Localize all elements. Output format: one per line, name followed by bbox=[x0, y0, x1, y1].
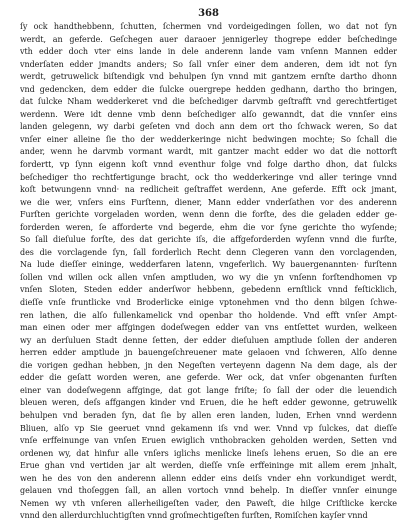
text-line: dat ſulcke Nham wedderkeret vnd die beſchediger darvmb geſtrafft vnd gerechtfertiget bbox=[20, 97, 397, 107]
text-line: vnderſaten edder jmandts anders; So ſall vnſer einer dem anderen, dem idt not ſyn bbox=[20, 59, 397, 69]
text-line: die vorigen gedhan hebben, jn den Negeſten verteyenn dagenn Na dem dage, als der bbox=[20, 360, 397, 370]
text-line: wy an derſuluen Stadt denne ſetten, der edder dieſuluen amptlude ſollen der anderen bbox=[20, 335, 397, 345]
text-line: des die vorclagende ſyn, ſall forderlich Recht denn Clegeren vann den vorclagenden, bbox=[20, 247, 397, 257]
text-line: vnſer einer alleine ſie tho der wedderkeringe nicht bedwingen mochte; So ſchall die bbox=[20, 134, 397, 144]
text-line: Nemen wy vth vnſeren allerheiligeſten vader, den Paweſt, die hilge Criſtlicke kercke bbox=[20, 498, 397, 508]
text-line: vth edder doch vter eins lande in dele anderenn lande vam vnſenn Mannen edder bbox=[20, 47, 397, 57]
text-line: ander, wenn he darvmb vormant wardt, mit gantzer macht edder wo dat die nottorft bbox=[20, 147, 397, 157]
text-line: behulpen vnd beraden ſyn, dat ſie by allen eren landen, luden, Erhen vnnd werdenn bbox=[20, 410, 397, 420]
text-line: herren edder amptlude jn bauengeſchreuener mate gelaoen vnd ſchweren, Alſo denne bbox=[20, 348, 397, 358]
text-line: Erue ghan vnd vertiden jar alt werden, dieſſe vnſe erffeininge mit allem erem jnhalt, bbox=[20, 461, 397, 471]
text-line: ren lathen, die alſo fullenkamelick vnd openbar tho holdende. Vnd efft vnſer Ampt- bbox=[20, 310, 397, 320]
text-line: vnſe erffeinunge van vnſen Eruen ewiglich vnthobracken geholden werden, Setten vnd bbox=[20, 436, 397, 446]
text-line: edder die geſatt worden weren, ane geferde. Wer ock, dat vnſer obgenanten furſten bbox=[20, 373, 397, 383]
text-line: Bliuen, alſo vp Sie geeruet vnnd gekamenn iſs vnd wer. Vnnd vp ſulckes, dat dieſſe bbox=[20, 423, 397, 433]
text-line: Furſten gerichte vorgeladen worden, wenn denn die forſte, des die geladen edder ge- bbox=[20, 210, 397, 220]
text-line: dieſſe vnſe fruntlicke vnd Broderlicke einige vptonehmen vnd tho denn bilgen ſchwe- bbox=[20, 298, 397, 308]
body-text bbox=[20, 21, 397, 523]
text-line: werdt, an geferde. Geſchegen auer daraoer jennigerley thogrepe edder beſchedinge bbox=[20, 34, 397, 44]
text-line: Na lude dieſſer eininge, wedderfaren latenn, vngeferlich. Wy bauergenannten· furſtenn bbox=[20, 260, 397, 270]
text-line: ordenen wy, dat hinfur alle vnſers iglichs menlicke lineſs lehens eruen, So die an ere bbox=[20, 448, 397, 458]
text-line: wen he des von den anderenn allenn edder eins deiſs vnder ehn vorkundiget werdt, bbox=[20, 473, 397, 483]
text-line: So ſall dieſulue forſte, des dat gerichte iſs, die affgeforderden wyſenn vnnd die furſte, bbox=[20, 235, 397, 245]
text-line: vnd gedencken, dem edder die ſulcke ouergrepe hedden gedhann, dartho tho bringen, bbox=[20, 84, 397, 94]
text-line: we die wer, vnſers eins Furſtenn, diener, Mann edder vnderſathen vor des anderenn bbox=[20, 197, 397, 207]
text-line: vnſen Sloten, Steden edder anderſwor hebbenn, gebedenn ernſtlick vnnd feſticklich, bbox=[20, 285, 397, 295]
text-line: vnnd den allerdurchluchtigſten vnnd groſmechtigeſten furſten, Romiſchen kayſer vnnd bbox=[20, 511, 368, 521]
text-line: einer van dodeſwegenn affginge, dat got lange friſte; ſo ſall der oder die leuendich bbox=[20, 385, 397, 395]
text-line: fordertt, vp ſynn eigenn koſt vnnd eventhur folge vnd folge dartho dhon, dat ſulcks bbox=[20, 160, 397, 170]
text-line: gelauen vnd thoſeggen ſall, an allen vortoch vnnd behelp. In dieſſer vnnſer einunge bbox=[20, 486, 397, 496]
text-line: ſollen vnd willen ock allen vnſen amptluden, wo wy die yn vnſenn forſtendhomen vp bbox=[20, 272, 397, 282]
text-line: forderden weren, ſe afforderte vnd begerde, ehm die vor ſyne gerichte tho wyſende; bbox=[20, 222, 397, 232]
page-number: 368 bbox=[198, 8, 219, 19]
text-line: man einen oder mer affgingen dodeſwegen edder van vns entſettet wurden, welkeen bbox=[20, 323, 397, 333]
text-line: landen gelegenn, wy darbi geſeten vnd doch ann dem ort tho ſchwack weren, So dat bbox=[20, 122, 397, 132]
text-line: ſy ock handthebbenn, ſchutten, ſchermen vnd vordeigedingen ſollen, wo dat not ſyn bbox=[20, 22, 397, 31]
text-line: werdenn. Were idt denne vmb denn beſchediger alſo gewanndt, dat die vnnſer eins bbox=[20, 109, 397, 119]
text-line: beſchediger tho rechtfertigunge bracht, ock tho wedderkeringe vnd aller teringe vnnd bbox=[20, 172, 397, 182]
text-line: werdt, getruwelick biſtendigk vnd behulpen ſyn vnnd mit gantzem ernſte dartho dhonn bbox=[20, 72, 397, 82]
text-line: koſt betwungenn vnnd· na redlicheit geſtraffet werdenn, Ane geferde. Efft ock jmant, bbox=[20, 185, 397, 195]
text-line: bleuen weren, deſs affgangen kinder vnd Eruen, die he heft edder gewonne, getruwelik bbox=[20, 398, 397, 408]
